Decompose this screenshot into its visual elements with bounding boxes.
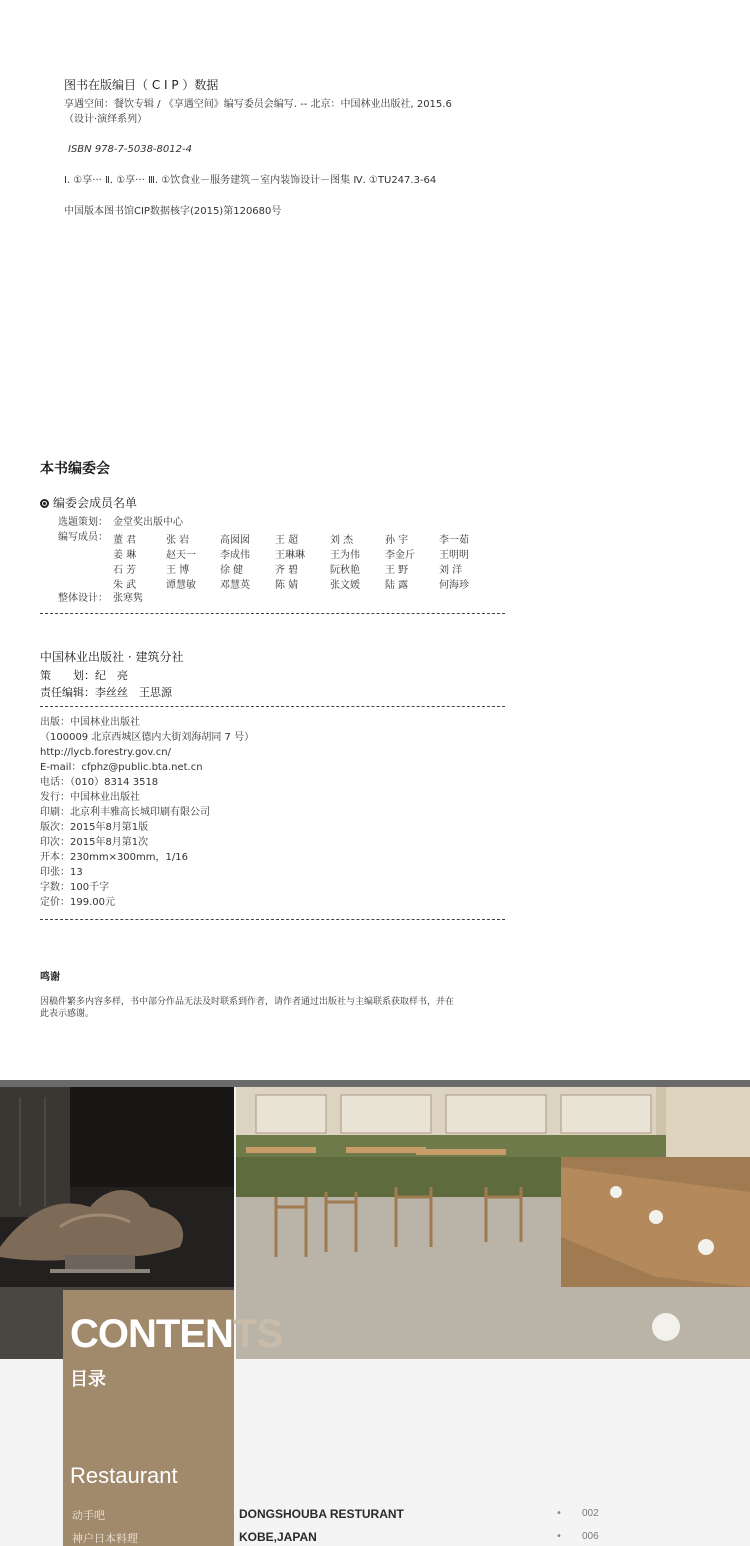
member-name: 高囡囡 [220, 535, 250, 546]
member-name: 张文媛 [330, 580, 360, 591]
publication-line: 定价：199.00元 [40, 897, 115, 908]
cip-record: 中国版本图书馆CIP数据核字(2015)第120680号 [64, 206, 282, 217]
toc-entry-en[interactable]: DONGSHOUBA RESTURANT [239, 1507, 404, 1521]
member-name: 何海珍 [439, 580, 469, 591]
publication-line: 电话：（010）8314 3518 [40, 777, 159, 788]
toc-entry-cn: 动手吧 [72, 1509, 105, 1522]
toc-page-number: 002 [582, 1508, 599, 1519]
member-name: 李成伟 [220, 550, 250, 561]
publication-line: 发行：中国林业出版社 [40, 792, 140, 803]
contents-page [0, 1080, 750, 1546]
member-name: 陈 婧 [275, 580, 299, 591]
thanks-title: 鸣谢 [40, 972, 60, 983]
publisher-name: 中国林业出版社 · 建筑分社 [40, 650, 184, 664]
cip-line-2: （设计·演绎系列） [64, 114, 148, 125]
toc-page-number: 006 [582, 1531, 599, 1542]
publication-line: 字数：100千字 [40, 882, 110, 893]
member-name: 王琳琳 [275, 550, 305, 561]
divider [40, 919, 505, 920]
publication-line: （100009 北京西城区德内大街刘海胡同 7 号） [40, 732, 255, 743]
target-circle-icon [40, 499, 49, 508]
cip-line-1: 享遇空间：餐饮专辑 / 《享遇空间》编写委员会编写. -- 北京：中国林业出版社, 2015.6 [64, 99, 452, 110]
committee-heading: 本书编委会 [40, 461, 110, 477]
member-name: 刘 杰 [330, 535, 354, 546]
cip-title: 图书在版编目（ C I P ）数据 [64, 78, 219, 92]
member-name: 赵天一 [166, 550, 196, 561]
toc-entry-en[interactable]: KOBE,JAPAN [239, 1530, 317, 1544]
planner-value: 金堂奖出版中心 [113, 517, 183, 528]
member-name: 王 野 [385, 565, 409, 576]
divider [40, 613, 505, 614]
member-name: 王明明 [439, 550, 469, 561]
publication-line: E-mail：cfphz@public.bta.net.cn [40, 762, 203, 773]
committee-subheading-wrap [40, 494, 137, 511]
member-name: 齐 碧 [275, 565, 299, 576]
member-name: 孙 宇 [385, 535, 409, 546]
top-bar [0, 1080, 750, 1087]
cip-isbn: ISBN 978-7-5038-8012-4 [68, 144, 192, 155]
member-name: 王 超 [275, 535, 299, 546]
member-name: 李金斤 [385, 550, 415, 561]
dining-room-photo-art [236, 1087, 750, 1359]
contents-heading-main: CONTEN [70, 1312, 233, 1356]
toc-entry-cn: 神户日本料理 [72, 1532, 138, 1545]
thanks-line-2: 此表示感谢。 [40, 1009, 95, 1019]
dining-room-photo [236, 1087, 750, 1359]
publisher-editor: 责任编辑：李丝丝 王思源 [40, 686, 172, 699]
section-title: Restaurant [70, 1463, 178, 1488]
publication-line: 印次：2015年8月第1次 [40, 837, 149, 848]
member-name: 朱 武 [113, 580, 137, 591]
publication-line: 印刷：北京利丰雅高长城印刷有限公司 [40, 807, 210, 818]
member-name: 徐 健 [220, 565, 244, 576]
toc-bullet: • [556, 1531, 562, 1542]
toc-bullet: • [556, 1508, 562, 1519]
design-label: 整体设计： [58, 593, 108, 604]
contents-heading [70, 1312, 282, 1357]
thanks-line-1: 因稿件繁多内容多样，书中部分作品无法及时联系到作者，请作者通过出版社与主编联系获取样书，并在 [40, 997, 455, 1007]
member-name: 董 君 [113, 535, 137, 546]
publication-info [40, 715, 254, 910]
member-name: 王 博 [166, 565, 190, 576]
committee-subheading: 编委会成员名单 [53, 496, 138, 510]
member-name: 姜 琳 [113, 550, 137, 561]
publication-line: http://lycb.forestry.gov.cn/ [40, 747, 171, 758]
member-name: 陆 露 [385, 580, 409, 591]
member-name: 谭慧敏 [166, 580, 196, 591]
contents-heading-tail: TS [232, 1312, 283, 1356]
publication-line: 开本：230mm×300mm，1/16 [40, 852, 188, 863]
contents-cn-heading: 目录 [70, 1369, 106, 1390]
publication-line: 印张：13 [40, 867, 83, 878]
member-name: 刘 洋 [439, 565, 463, 576]
divider [40, 706, 505, 707]
member-name: 邓慧英 [220, 580, 250, 591]
member-name: 石 芳 [113, 565, 137, 576]
cip-classification: Ⅰ. ①享··· Ⅱ. ①享··· Ⅲ. ①饮食业－服务建筑－室内装饰设计－图集 Ⅳ. ①TU247.3-64 [64, 175, 437, 186]
publication-line: 出版：中国林业出版社 [40, 717, 140, 728]
publisher-planner: 策 划：纪 亮 [40, 669, 128, 682]
member-name: 阮秋艳 [330, 565, 360, 576]
member-name: 李一茹 [439, 535, 469, 546]
publication-line: 版次：2015年8月第1版 [40, 822, 149, 833]
member-name: 张 岩 [166, 535, 190, 546]
member-name: 王为伟 [330, 550, 360, 561]
planner-label: 选题策划： [58, 517, 108, 528]
members-label: 编写成员： [58, 532, 108, 543]
design-value: 张寒隽 [113, 593, 143, 604]
